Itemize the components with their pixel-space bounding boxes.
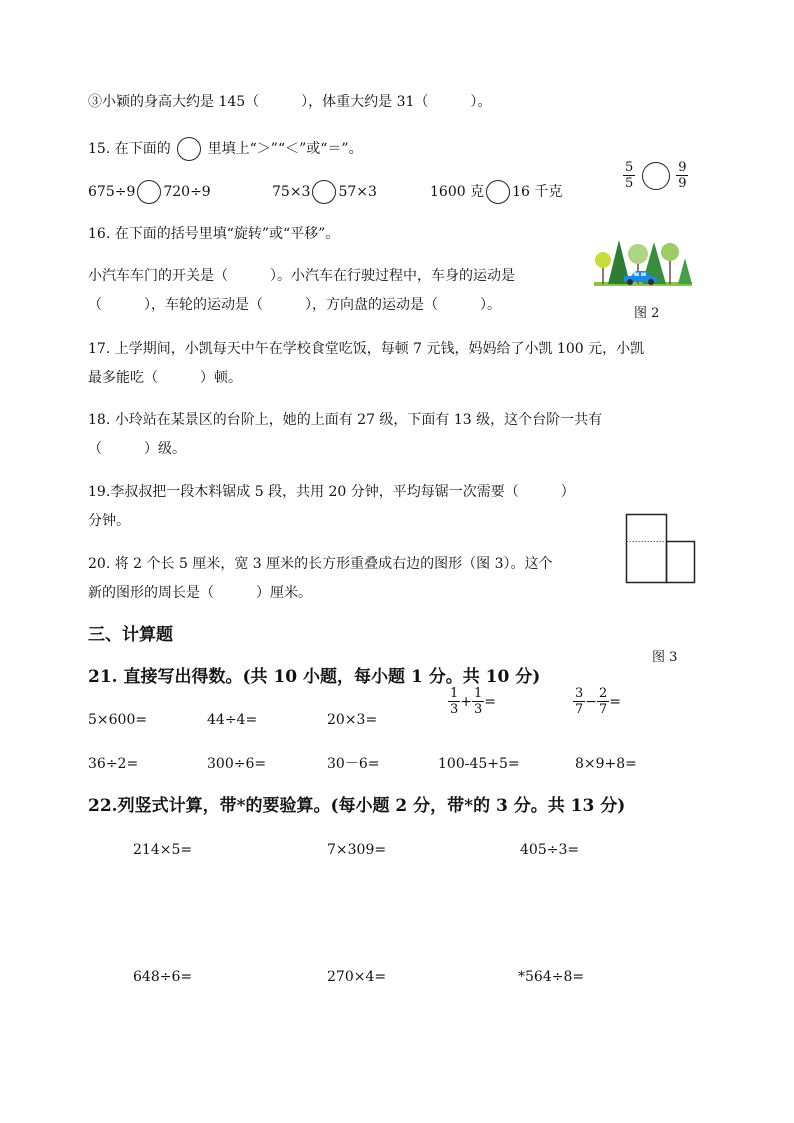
- q21-item-8: 30－6=: [327, 756, 380, 772]
- question-15-title: [88, 137, 363, 161]
- q22-item-5: 270×4=: [327, 969, 387, 985]
- q21-item-1: 5×600=: [88, 712, 148, 728]
- section-3-heading: 三、计算题: [88, 625, 173, 645]
- figure-3-caption: 图 3: [652, 650, 678, 665]
- answer-circle[interactable]: [312, 180, 336, 204]
- q22-item-1: 214×5=: [133, 842, 193, 858]
- question-17-line-2: 最多能吃（ ）顿。: [88, 370, 242, 386]
- overlapping-rectangles-figure: [625, 513, 697, 585]
- q21-item-5: $\frac{3}{7}$ − $\frac{2}{7}$ =: [575, 686, 622, 717]
- question-18-line-1: 18. 小玲站在某景区的台阶上，她的上面有 27 级，下面有 13 级，这个台阶一共有: [88, 412, 603, 428]
- q21-item-7: 300÷6=: [207, 756, 267, 772]
- q15-item-2: 75×3 57×3: [272, 180, 377, 204]
- question-20-line-2: 新的图形的周长是（ ）厘米。: [88, 585, 312, 601]
- question-21-title: 21. 直接写出得数。(共 10 小题，每小题 1 分。共 10 分): [88, 667, 541, 687]
- q21-item-2: 44÷4=: [207, 712, 258, 728]
- q21-item-4: $\frac{1}{3}$ + $\frac{1}{3}$ =: [450, 686, 497, 717]
- q15-suffix: 里填上“＞”“＜”或“＝”。: [207, 141, 363, 157]
- q22-item-3: 405÷3=: [520, 842, 580, 858]
- q21-item-3: 20×3=: [327, 712, 378, 728]
- question-16-line-2: （ ），车轮的运动是（ ），方向盘的运动是（ ）。: [88, 297, 501, 313]
- question-20-line-1: 20. 将 2 个长 5 厘米，宽 3 厘米的长方形重叠成右边的图形（图 3）。这个: [88, 556, 553, 572]
- q22-item-4: 648÷6=: [133, 969, 193, 985]
- q21-item-10: 8×9+8=: [575, 756, 637, 772]
- figure-2-caption: 图 2: [634, 306, 660, 321]
- question-16-line-1: 小汽车车门的开关是（ ）。小汽车在行驶过程中，车身的运动是: [88, 268, 515, 284]
- circle-icon: [177, 137, 201, 161]
- question-22-title: 22.列竖式计算，带*的要验算。(每小题 2 分，带*的 3 分。共 13 分): [88, 796, 626, 816]
- question-18-line-2: （ ）级。: [88, 441, 186, 457]
- question-14-part-3: ③小颖的身高大约是 145（ ），体重大约是 31（ ）。: [88, 94, 492, 110]
- fraction-left: $\frac{5}{5}$: [625, 160, 634, 191]
- q21-item-9: 100-45+5=: [438, 756, 520, 772]
- q22-item-6: *564÷8=: [518, 969, 585, 985]
- q15-item-3: 1600 克 16 千克: [430, 180, 562, 204]
- question-16-title: 16. 在下面的括号里填“旋转”或“平移”。: [88, 226, 340, 242]
- q22-item-2: 7×309=: [327, 842, 387, 858]
- answer-circle[interactable]: [137, 180, 161, 204]
- fraction-right: $\frac{9}{9}$: [678, 160, 687, 191]
- answer-circle[interactable]: [642, 162, 670, 190]
- question-19-line-2: 分钟。: [88, 513, 130, 529]
- question-17-line-1: 17. 上学期间，小凯每天中午在学校食堂吃饭，每顿 7 元钱，妈妈给了小凯 100 元，小凯: [88, 341, 645, 357]
- q15-prefix: 15. 在下面的: [88, 141, 171, 157]
- forest-car-illustration: [594, 238, 692, 286]
- q15-fraction-item: [623, 160, 688, 191]
- answer-circle[interactable]: [486, 180, 510, 204]
- q21-item-6: 36÷2=: [88, 756, 139, 772]
- q15-item-1: 675÷9 720÷9: [88, 180, 211, 204]
- question-19-line-1: 19.李叔叔把一段木料锯成 5 段，共用 20 分钟，平均每锯一次需要（ ）: [88, 484, 575, 500]
